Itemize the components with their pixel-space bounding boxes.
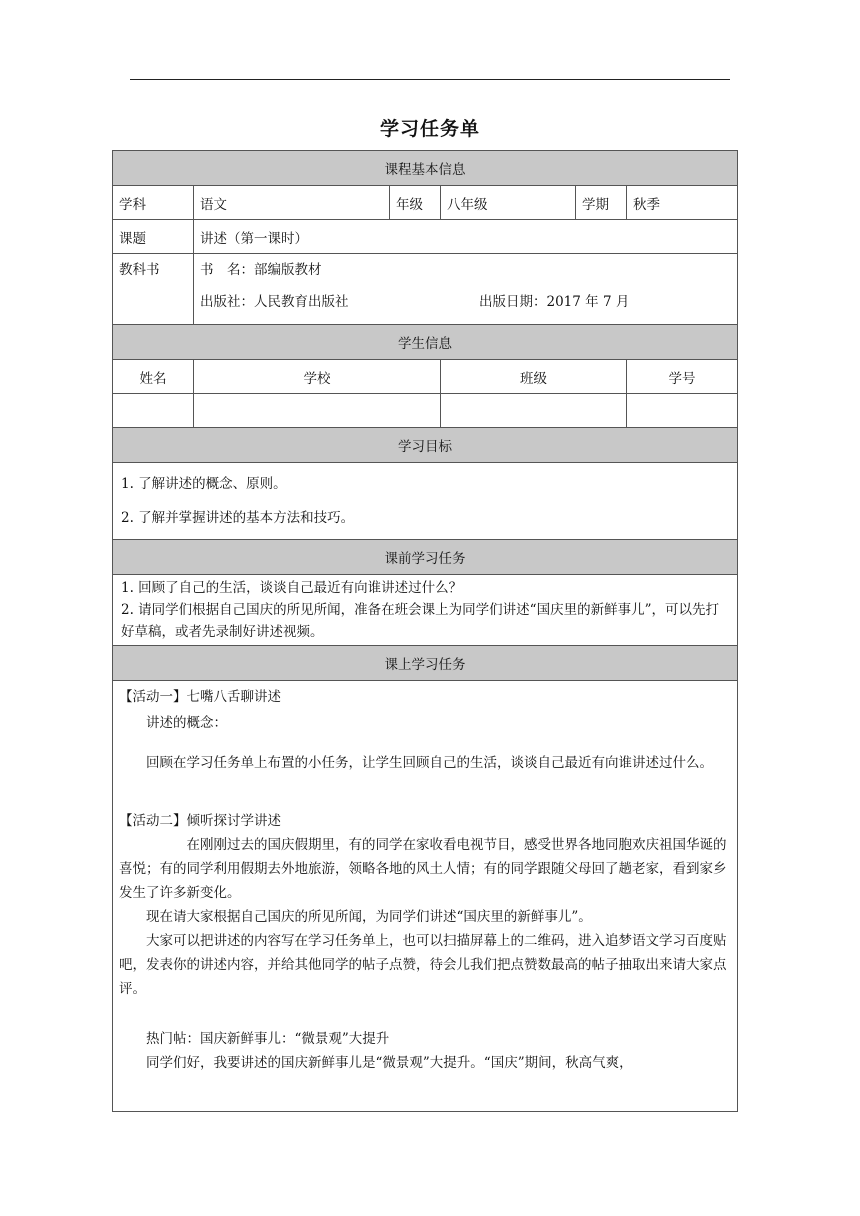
textbook-row	[113, 254, 738, 325]
textbook-label: 教科书	[113, 254, 194, 325]
hot-post-text: 同学们好，我要讲述的国庆新鲜事儿是“微景观”大提升。“国庆”期间，秋高气爽，	[146, 1055, 633, 1071]
objectives-header: 学习目标	[113, 428, 738, 463]
in-class-row	[113, 681, 738, 1112]
textbook-publish-date: 出版日期：2017 年 7 月	[479, 294, 630, 310]
topic-value: 讲述（第一课时）	[194, 220, 738, 254]
student-info-header: 学生信息	[113, 325, 738, 360]
activity1-concept: 讲述的概念：	[146, 715, 227, 731]
activity2-paragraph: 大家可以把讲述的内容写在学习任务单上，也可以扫描屏幕上的二维码，进入追梦语文学习百度贴吧，发表你的讲述内容，并给其他同学的帖子点赞，待会儿我们把点赞数最高的帖子抽取出来请大家点评。	[119, 933, 727, 997]
textbook-name: 书 名：部编版教材	[200, 262, 322, 278]
student-name-field[interactable]	[113, 394, 194, 428]
topic-label: 课题	[113, 220, 194, 254]
student-columns-row	[113, 360, 738, 394]
textbook-publish-line	[200, 286, 731, 318]
activity2-paragraph: 在刚刚过去的国庆假期里，有的同学在家收看电视节目，感受世界各地同胞欢庆祖国华诞的喜悦；有的同学利用假期去外地旅游，领略各地的风土人情；有的同学跟随父母回了趟老家，看到家乡发生了许多新变化。	[119, 837, 727, 901]
pre-class-row	[113, 575, 738, 646]
textbook-publisher: 出版社：人民教育出版社	[200, 294, 349, 310]
subject-row	[113, 186, 738, 220]
student-col-class: 班级	[441, 360, 627, 394]
activity1-text: 回顾在学习任务单上布置的小任务，让学生回顾自己的生活，谈谈自己最近有向谁讲述过什么。	[146, 755, 713, 771]
objectives-header-row	[113, 428, 738, 463]
in-class-header: 课上学习任务	[113, 646, 738, 681]
pre-class-list	[113, 575, 738, 646]
spacer	[119, 775, 731, 809]
objectives-row	[113, 463, 738, 540]
student-col-id: 学号	[627, 360, 738, 394]
student-class-field[interactable]	[441, 394, 627, 428]
course-info-header: 课程基本信息	[113, 151, 738, 186]
pre-class-header-row	[113, 540, 738, 575]
activity1-title: 【活动一】七嘴八舌聊讲述	[119, 689, 281, 705]
student-id-field[interactable]	[627, 394, 738, 428]
term-label: 学期	[576, 186, 627, 220]
header-rule	[130, 79, 730, 80]
course-info-header-row	[113, 151, 738, 186]
subject-label: 学科	[113, 186, 194, 220]
pre-class-item: 2. 请同学们根据自己国庆的所见所闻，准备在班会课上为同学们讲述“国庆里的新鲜事儿”，可以先打好草稿，或者先录制好讲述视频。	[121, 602, 719, 640]
page-title: 学习任务单	[379, 118, 480, 140]
student-input-row	[113, 394, 738, 428]
objective-item: 1. 了解讲述的概念、原则。	[121, 476, 287, 492]
grade-label: 年级	[390, 186, 441, 220]
objectives-list	[113, 463, 738, 540]
textbook-info	[194, 254, 738, 325]
in-class-header-row	[113, 646, 738, 681]
student-col-school: 学校	[194, 360, 441, 394]
objective-item: 2. 了解并掌握讲述的基本方法和技巧。	[121, 510, 355, 526]
grade-value: 八年级	[441, 186, 576, 220]
student-col-name: 姓名	[113, 360, 194, 394]
task-sheet-table	[112, 150, 738, 1112]
activity2-paragraph: 现在请大家根据自己国庆的所见所闻，为同学们讲述“国庆里的新鲜事儿”。	[146, 909, 592, 925]
hot-post-title: 热门帖：国庆新鲜事儿：“微景观”大提升	[146, 1031, 390, 1047]
pre-class-header: 课前学习任务	[113, 540, 738, 575]
pre-class-item: 1. 回顾了自己的生活，谈谈自己最近有向谁讲述过什么？	[121, 580, 463, 596]
student-school-field[interactable]	[194, 394, 441, 428]
student-info-header-row	[113, 325, 738, 360]
spacer	[119, 1001, 731, 1027]
term-value: 秋季	[627, 186, 738, 220]
activity2-title: 【活动二】倾听探讨学讲述	[119, 813, 281, 829]
topic-row	[113, 220, 738, 254]
in-class-content	[113, 681, 738, 1112]
subject-value: 语文	[194, 186, 390, 220]
spacer	[119, 737, 731, 751]
